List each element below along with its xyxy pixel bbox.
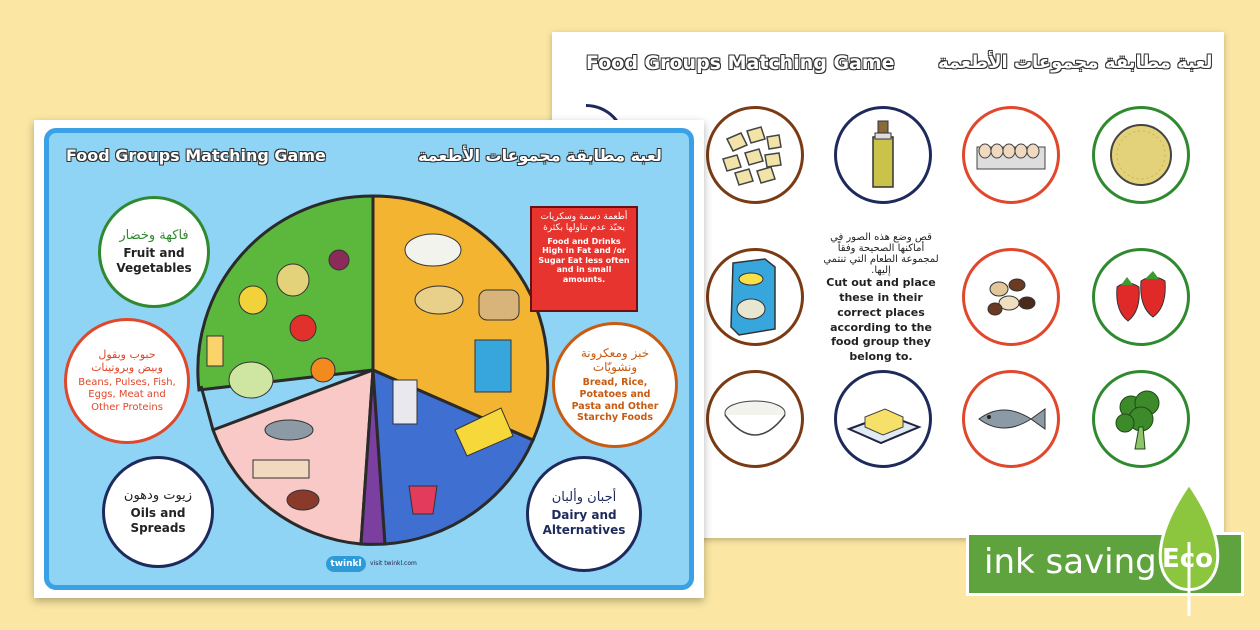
eco-label: ink saving: [984, 542, 1157, 582]
sugar-fat-box: [530, 206, 638, 312]
instructions-en: Cut out and place these in their correct places according to the food group they belong to.: [826, 276, 936, 364]
eco-tag: Eco: [1162, 544, 1214, 574]
strawberries-icon: [1095, 251, 1187, 343]
cutout-butter[interactable]: [834, 370, 932, 468]
rice-bowl-icon: [709, 373, 801, 465]
instructions-ar: قص وضع هذه الصور في أماكنها الصحيحة وفقاً لمجموعة الطعام التي تنتمي إليها.: [823, 232, 939, 276]
cutout-melon[interactable]: [1092, 106, 1190, 204]
cutout-broccoli[interactable]: [1092, 370, 1190, 468]
twinkl-brand: twinkl: [330, 559, 362, 569]
cutout-pasta[interactable]: [706, 106, 804, 204]
fish-icon: [965, 373, 1057, 465]
twinkl-url: visit twinkl.com: [370, 560, 417, 567]
group-fruit-veg: [98, 196, 210, 308]
group-starchy: [552, 322, 678, 448]
sugar-fat-en: Food and Drinks High in Fat and /or Sugar Eat less often and in small amounts.: [538, 236, 630, 284]
group-protein-en: Beans, Pulses, Fish, Eggs, Meat and Other Proteins: [78, 376, 176, 413]
cutout-rice[interactable]: [706, 370, 804, 468]
butter-icon: [837, 373, 929, 465]
twinkl-logo: [326, 556, 366, 572]
group-starchy-ar: خبز ومعكرونة ونشويّات: [580, 345, 650, 374]
cutout-fish[interactable]: [962, 370, 1060, 468]
back-title-ar: لعبة مطابقة مجموعات الأطعمة: [938, 52, 1213, 73]
nuts-icon: [965, 251, 1057, 343]
group-protein-ar: حبوب وبقول وبيض وبروتينات: [91, 347, 163, 374]
cutout-strawberries[interactable]: [1092, 248, 1190, 346]
pasta-icon: [709, 109, 801, 201]
cereal-box-icon: [709, 251, 801, 343]
group-fruit-ar: فاكهة وخضار: [119, 228, 189, 243]
front-title-ar: لعبة مطابقة مجموعات الأطعمة: [418, 146, 662, 165]
group-dairy-ar: أجبان وألبان: [551, 490, 617, 505]
group-fruit-en: Fruit and Vegetables: [116, 246, 192, 275]
group-oils: [102, 456, 214, 568]
cutout-oil[interactable]: [834, 106, 932, 204]
plate-protein-segment: [213, 370, 373, 544]
melon-icon: [1095, 109, 1187, 201]
eggs-icon: [965, 109, 1057, 201]
group-protein: [64, 318, 190, 444]
cutout-cereal[interactable]: [706, 248, 804, 346]
cutout-nuts[interactable]: [962, 248, 1060, 346]
group-oils-ar: زيوت ودهون: [123, 488, 193, 503]
eatwell-plate: [193, 190, 553, 550]
oil-bottle-icon: [837, 109, 929, 201]
cutout-eggs[interactable]: [962, 106, 1060, 204]
group-dairy: [526, 456, 642, 572]
group-oils-en: Oils and Spreads: [130, 506, 186, 535]
front-title-en: Food Groups Matching Game: [66, 146, 326, 165]
broccoli-icon: [1095, 373, 1187, 465]
sugar-fat-ar: أطعمة دسمة وسكريات يحبّذ عدم تناولها بكثرة: [540, 212, 628, 233]
group-starchy-en: Bread, Rice, Potatoes and Pasta and Other Starchy Foods: [571, 376, 659, 424]
back-title-en: Food Groups Matching Game: [586, 52, 895, 74]
group-dairy-en: Dairy and Alternatives: [542, 508, 626, 537]
